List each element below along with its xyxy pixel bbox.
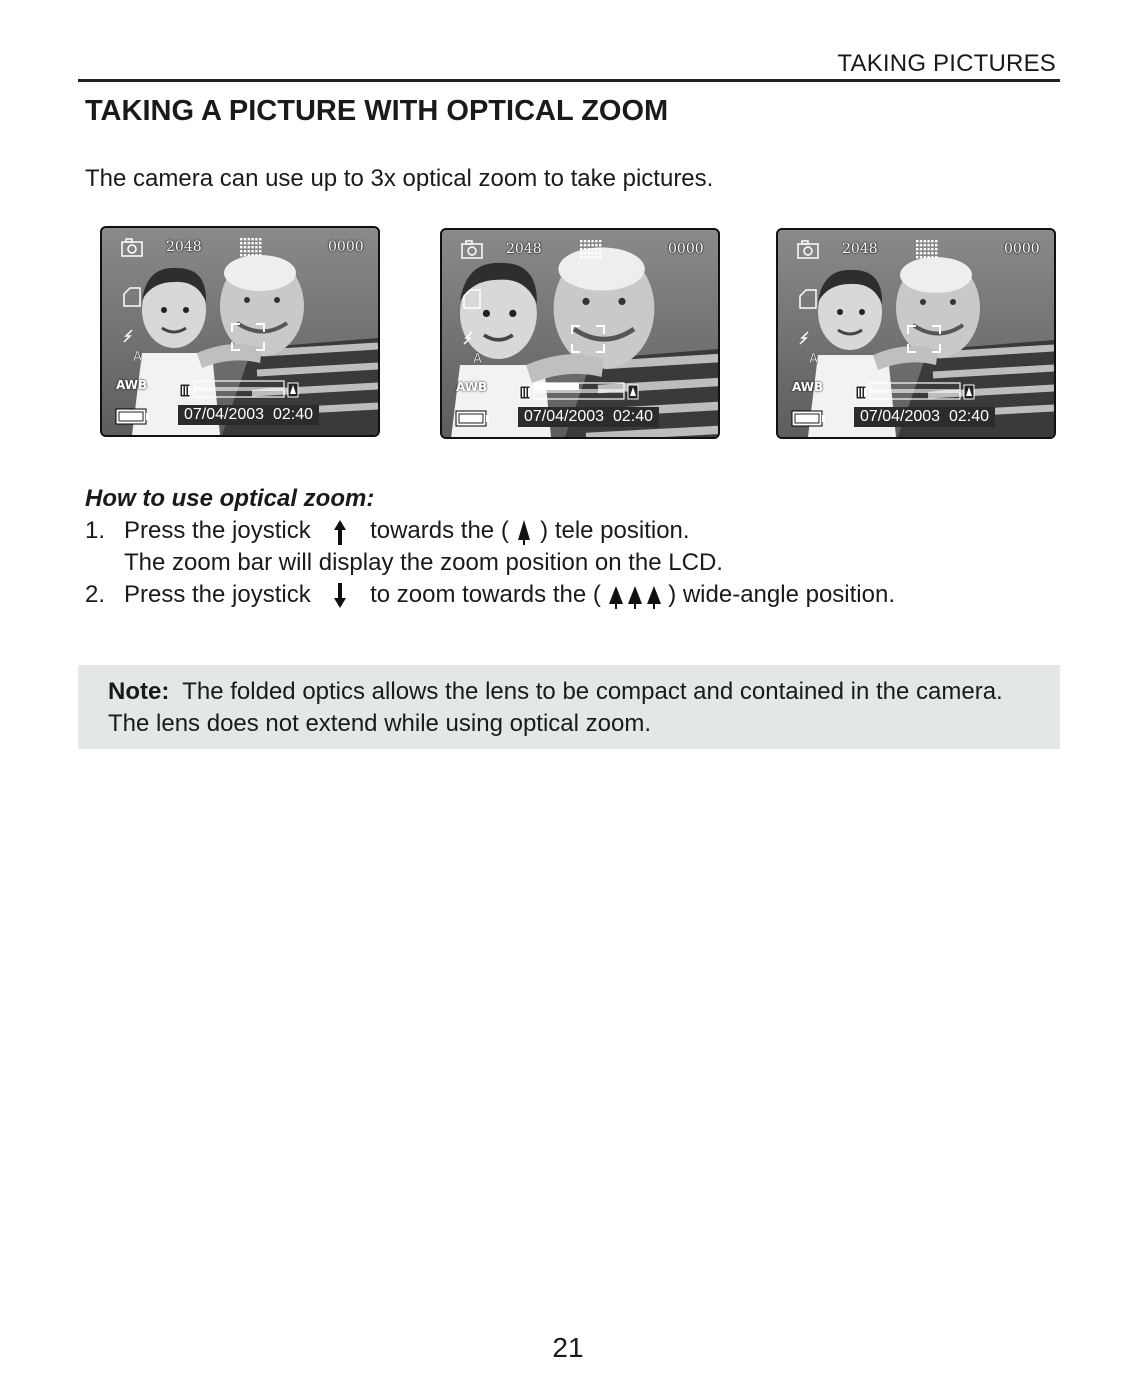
resolution-label: 2048 xyxy=(166,239,202,255)
step-text: ) wide-angle position. xyxy=(668,581,895,608)
awb-label: AWB xyxy=(792,380,824,394)
awb-label: AWB xyxy=(456,380,488,394)
step-text: ) tele position. xyxy=(540,517,690,544)
family-photo xyxy=(442,230,718,437)
date-time-stamp: 07/04/2003 02:40 xyxy=(518,407,659,427)
lcd-screen-1 xyxy=(100,226,380,437)
wide-angle-icon xyxy=(856,386,866,399)
note-box xyxy=(78,665,1060,749)
step-text: Press the joystick xyxy=(124,581,311,608)
tele-icon xyxy=(628,385,638,399)
step-1 xyxy=(85,517,690,546)
step-text: towards the ( xyxy=(370,517,509,544)
step-number: 1. xyxy=(85,517,106,544)
date-time-stamp: 07/04/2003 02:40 xyxy=(854,407,995,427)
svg-text:A: A xyxy=(473,352,482,367)
step-1-subtext: The zoom bar will display the zoom position on the LCD. xyxy=(124,549,723,576)
howto-heading: How to use optical zoom: xyxy=(85,485,375,512)
step-number: 2. xyxy=(85,581,106,608)
joystick-down-arrow-icon xyxy=(317,582,363,610)
step-text: to zoom towards the ( xyxy=(370,581,601,608)
tele-icon xyxy=(288,383,298,397)
intro-text: The camera can use up to 3x optical zoom to take pictures. xyxy=(85,165,714,192)
shot-counter: 0000 xyxy=(668,241,704,257)
step-2 xyxy=(85,581,895,610)
family-photo xyxy=(102,228,378,435)
resolution-label: 2048 xyxy=(506,241,542,257)
shot-counter: 0000 xyxy=(1004,241,1040,257)
wide-angle-icon xyxy=(608,582,662,610)
battery-icon xyxy=(116,409,149,424)
battery-icon xyxy=(792,411,825,426)
battery-icon xyxy=(456,411,489,426)
note-label: Note: xyxy=(108,678,170,705)
lcd-screen-3 xyxy=(776,228,1056,439)
tele-icon xyxy=(964,385,974,399)
lcd-screen-2 xyxy=(440,228,720,439)
page-number: 21 xyxy=(552,1332,584,1363)
joystick-up-arrow-icon xyxy=(317,518,363,546)
note-text xyxy=(108,676,1038,740)
date-time-stamp: 07/04/2003 02:40 xyxy=(178,405,319,425)
wide-angle-icon xyxy=(180,384,190,397)
wide-angle-icon xyxy=(520,386,530,399)
resolution-label: 2048 xyxy=(842,241,878,257)
awb-label: AWB xyxy=(116,378,148,392)
running-header: TAKING PICTURES xyxy=(837,50,1056,77)
step-text: Press the joystick xyxy=(124,517,311,544)
header-rule xyxy=(78,79,1060,82)
tele-icon xyxy=(515,518,533,546)
svg-text:A: A xyxy=(133,350,142,365)
family-photo xyxy=(778,230,1054,437)
page-title: TAKING A PICTURE WITH OPTICAL ZOOM xyxy=(85,95,669,127)
note-body: The folded optics allows the lens to be compact and contained in the camera. The lens does not extend while using optical zoom. xyxy=(108,678,1003,737)
svg-text:A: A xyxy=(809,352,818,367)
shot-counter: 0000 xyxy=(328,239,364,255)
